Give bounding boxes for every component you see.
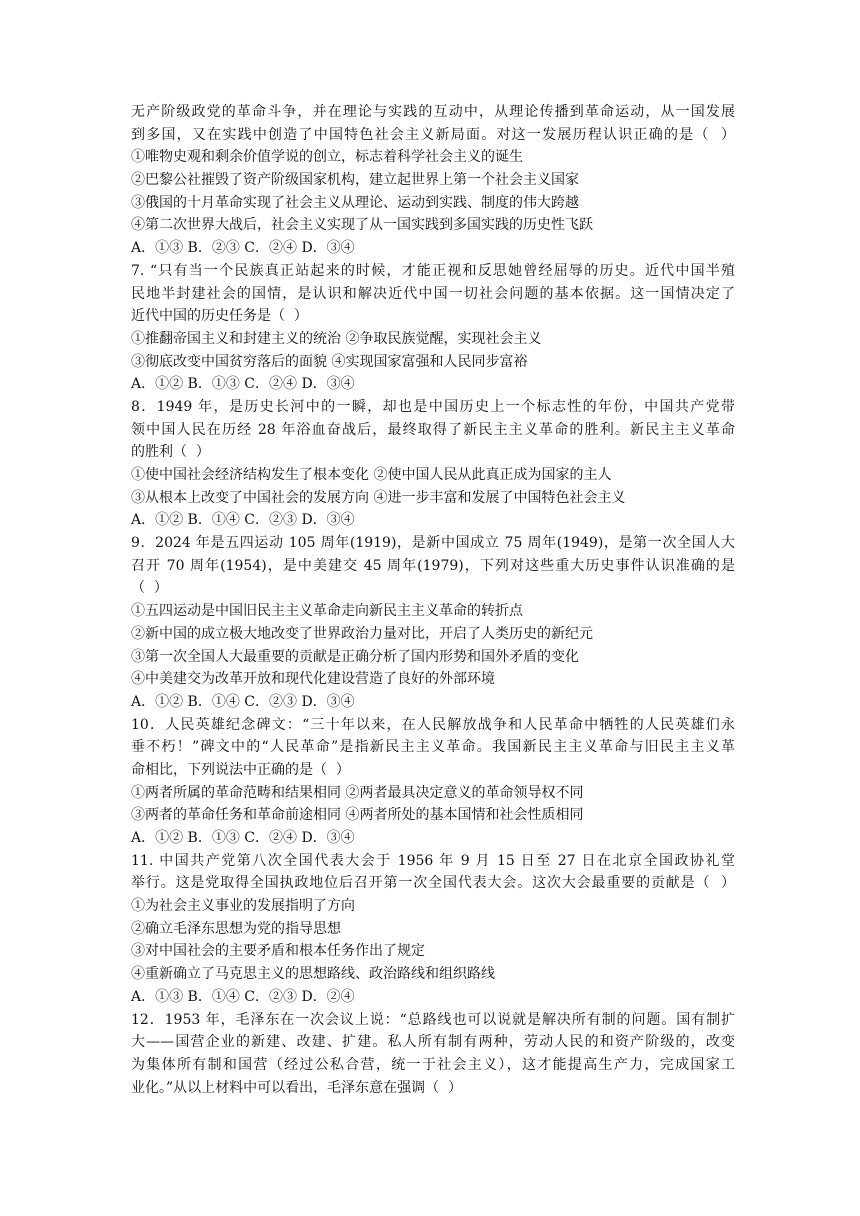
question-block-9 [131, 532, 735, 714]
option-statement: ④第二次世界大战后，社会主义实现了从一国实践到多国实践的历史性飞跃 [131, 217, 593, 234]
question-block-12 [131, 1009, 735, 1100]
option-statement: ④重新确立了马克思主义的思想路线、政治路线和组织路线 [131, 966, 495, 983]
option-statement: ④中美建交为改革开放和现代化建设营造了良好的外部环境 [131, 671, 495, 688]
question-block-7 [131, 260, 735, 396]
option-statement: ①推翻帝国主义和封建主义的统治 ②争取民族觉醒，实现社会主义 [131, 330, 542, 347]
question-stem-line: 为集体所有制和国营（经过公私合营，统一于社会主义），这才能提高生产力，完成国家工 [131, 1056, 735, 1073]
question-stem-line: 7. “只有当一个民族真正站起来的时候，才能正视和反思她曾经屈辱的历史。近代中国半殖 [131, 262, 735, 279]
option-statement: ①使中国社会经济结构发生了根本变化 ②使中国人民从此真正成为国家的主人 [131, 467, 612, 483]
question-block-6 [131, 101, 735, 260]
question-block-8 [131, 396, 735, 532]
answer-choices: A．①② B．①④ C．②③ D．③④ [131, 693, 355, 710]
question-stem-line: 民地半封建社会的国情，是认识和解决近代中国一切社会问题的基本依据。这一国情决定了 [131, 285, 735, 302]
option-statement: ②确立毛泽东思想为党的指导思想 [131, 920, 341, 937]
question-stem-line: 的胜利（ ） [131, 444, 210, 461]
option-statement: ③第一次全国人大最重要的贡献是正确分析了国内形势和国外矛盾的变化 [131, 648, 579, 665]
question-stem-line: 11. 中国共产党第八次全国代表大会于 1956 年 9 月 15 日至 27 日在北京全国政协礼堂 [131, 852, 735, 869]
question-stem-line: 召开 70 周年(1954)，是中美建交 45 周年(1979)，下列对这些重大历史事件认识准确的是 [131, 557, 735, 574]
question-stem-line: 举行。这是党取得全国执政地位后召开第一次全国代表大会。这次大会最重要的贡献是（ ） [131, 875, 735, 892]
question-stem-line: （ ） [131, 580, 168, 597]
option-statement: ①两者所属的革命范畴和结果相同 ②两者最具决定意义的革命领导权不同 [131, 784, 584, 801]
question-stem-line: 10．人民英雄纪念碑文：“三十年以来，在人民解放战争和人民革命中牺牲的人民英雄们永 [131, 716, 735, 733]
question-stem-line: 领中国人民在历经 28 年浴血奋战后，最终取得了新民主主义革命的胜利。新民主主义革命 [131, 421, 735, 438]
option-statement: ③对中国社会的主要矛盾和根本任务作出了规定 [131, 943, 425, 960]
question-stem-line: 垂不朽！”碑文中的“人民革命”是指新民主主义革命。我国新民主主义革命与旧民主主义革 [131, 739, 735, 756]
option-statement: ③两者的革命任务和革命前途相同 ④两者所处的基本国情和社会性质相同 [131, 807, 584, 824]
question-stem-line: 8．1949 年，是历史长河中的一瞬，却也是中国历史上一个标志性的年份，中国共产党带 [131, 398, 735, 415]
exam-page [131, 101, 735, 1099]
option-statement: ③从根本上改变了中国社会的发展方向 ④进一步丰富和发展了中国特色社会主义 [131, 489, 626, 506]
question-stem-line: 大——国营企业的新建、改建、扩建。私人所有制有两种，劳动人民的和资产阶级的，改变 [131, 1034, 735, 1051]
question-stem-line: 9．2024 年是五四运动 105 周年(1919)，是新中国成立 75 周年(1949)，是第一次全国人大 [131, 535, 735, 552]
answer-choices: A．①② B．①③ C．②④ D．③④ [131, 376, 355, 393]
question-stem-line: 近代中国的历史任务是（ ） [131, 308, 308, 325]
answer-choices: A．①② B．①④ C．②③ D．③④ [131, 512, 355, 529]
option-statement: ①唯物史观和剩余价值学说的创立，标志着科学社会主义的诞生 [131, 149, 523, 166]
question-block-10 [131, 714, 735, 850]
question-stem-line: 命相比，下列说法中正确的是（ ） [131, 761, 350, 778]
option-statement: ①五四运动是中国旧民主主义革命走向新民主主义革命的转折点 [131, 603, 523, 620]
question-block-11 [131, 850, 735, 1009]
answer-choices: A．①② B．①③ C．②④ D．③④ [131, 830, 355, 846]
option-statement: ①为社会主义事业的发展指明了方向 [131, 898, 355, 915]
option-statement: ②新中国的成立极大地改变了世界政治力量对比，开启了人类历史的新纪元 [131, 625, 593, 642]
option-statement: ③俄国的十月革命实现了社会主义从理论、运动到实践、制度的伟大跨越 [131, 194, 579, 211]
option-statement: ③彻底改变中国贫穷落后的面貌 ④实现国家富强和人民同步富裕 [131, 353, 528, 370]
question-stem-line: 12．1953 年，毛泽东在一次会议上说：“总路线也可以说就是解决所有制的问题。国有制扩 [131, 1011, 735, 1028]
answer-choices: A．①③ B．①④ C．②③ D．②④ [131, 988, 355, 1005]
answer-choices: A．①③ B．②③ C．②④ D．③④ [131, 240, 355, 257]
question-stem-line: 业化。”从以上材料中可以看出，毛泽东意在强调（ ） [131, 1079, 463, 1096]
option-statement: ②巴黎公社摧毁了资产阶级国家机构，建立起世界上第一个社会主义国家 [131, 172, 579, 189]
text-line: 无产阶级政党的革命斗争，并在理论与实践的互动中，从理论传播到革命运动，从一国发展 [131, 104, 735, 120]
text-line: 到多国，又在实践中创造了中国特色社会主义新局面。对这一发展历程认识正确的是（ ） [131, 126, 735, 143]
